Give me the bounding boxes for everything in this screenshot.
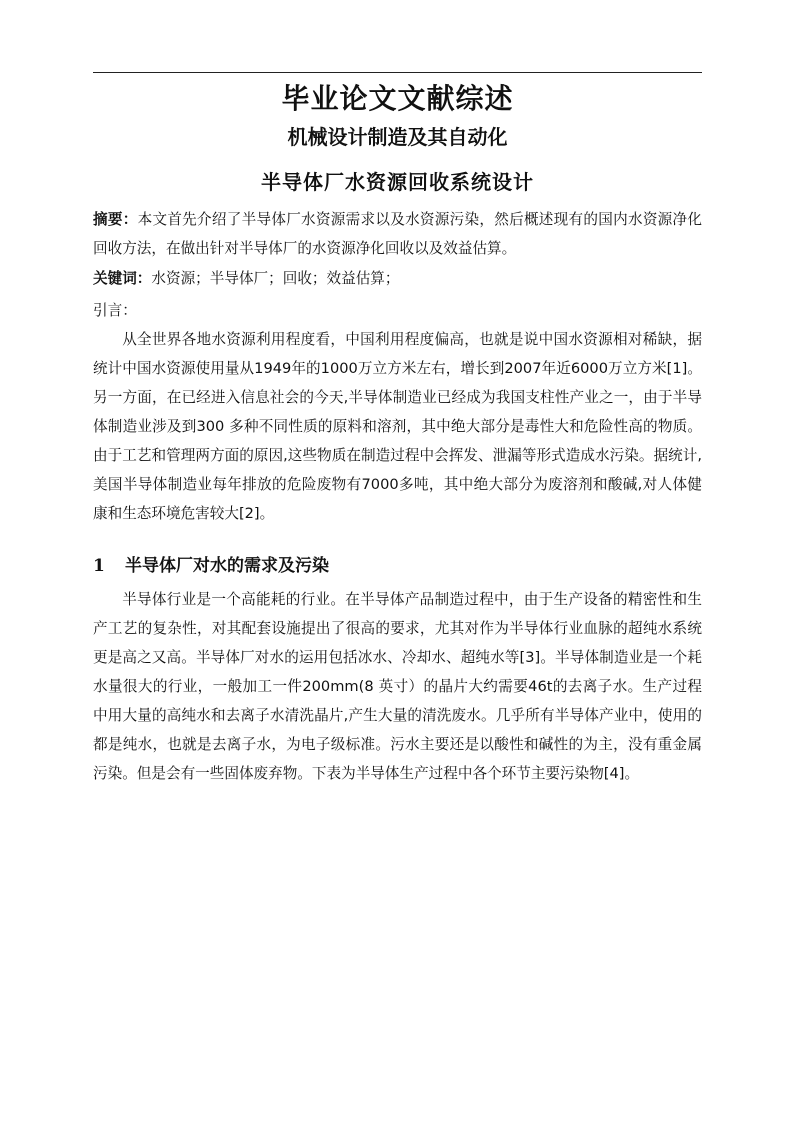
abstract-paragraph: [93, 205, 702, 263]
thesis-topic: 半导体厂水资源回收系统设计: [261, 170, 534, 194]
keywords-text: 水资源；半导体厂；回收；效益估算；: [151, 270, 400, 287]
section-1-title: 半导体厂对水的需求及污染: [125, 556, 329, 576]
document-subtitle: 机械设计制造及其自动化: [287, 125, 508, 149]
header-rule: [93, 72, 702, 73]
section-1-body: [93, 585, 702, 788]
section-1-number: 1: [93, 556, 105, 576]
abstract-text: 本文首先介绍了半导体厂水资源需求以及水资源污染，然后概述现有的国内水资源净化回收方法，在做出针对半导体厂的水资源净化回收以及效益估算。: [93, 211, 702, 257]
abstract-label: 摘要：: [93, 211, 138, 228]
section-1-heading: [93, 552, 702, 580]
keywords-line: [93, 264, 702, 293]
intro-label: 引言：: [93, 302, 137, 319]
intro-paragraph: 从全世界各地水资源利用程度看，中国利用程度偏高，也就是说中国水资源相对稀缺，据统计中国水资源使用量从1949年的1000万立方米左右，增长到2007年近6000万立方米[1]。另一方面，在已经进入信息社会的今天,半导体制造业已经成为我国支柱性产业之一，由于半导体制造业涉及到300 多种不同性质的原料和溶剂，其中绝大部分是毒性大和危险性高的物质。由于工艺和管理两方面的原因,这些物质在制造过程中会挥发、泄漏等形式造成水污染。据统计,美国半导体制造业每年排放的危险废物有7000多吨，其中绝大部分为废溶剂和酸碱,对人体健康和生态环境危害较大[2]。: [93, 331, 702, 522]
document-title: 毕业论文文献综述: [281, 82, 514, 115]
intro-section: [93, 325, 702, 528]
keywords-label: 关键词：: [93, 270, 152, 287]
section-1-paragraph: 半导体行业是一个高能耗的行业。在半导体产品制造过程中，由于生产设备的精密性和生产工艺的复杂性，对其配套设施提出了很高的要求，尤其对作为半导体行业血脉的超纯水系统更是高之又高。半导体厂对水的运用包括冰水、冷却水、超纯水等[3]。半导体制造业是一个耗水量很大的行业，一般加工一件200mm(8 英寸）的晶片大约需要46t的去离子水。生产过程中用大量的高纯水和去离子水清洗晶片,产生大量的清洗废水。几乎所有半导体产业中，使用的都是纯水，也就是去离子水，为电子级标准。污水主要还是以酸性和碱性的为主，没有重金属污染。但是会有一些固体废弃物。下表为半导体生产过程中各个环节主要污染物[4]。: [93, 591, 702, 782]
